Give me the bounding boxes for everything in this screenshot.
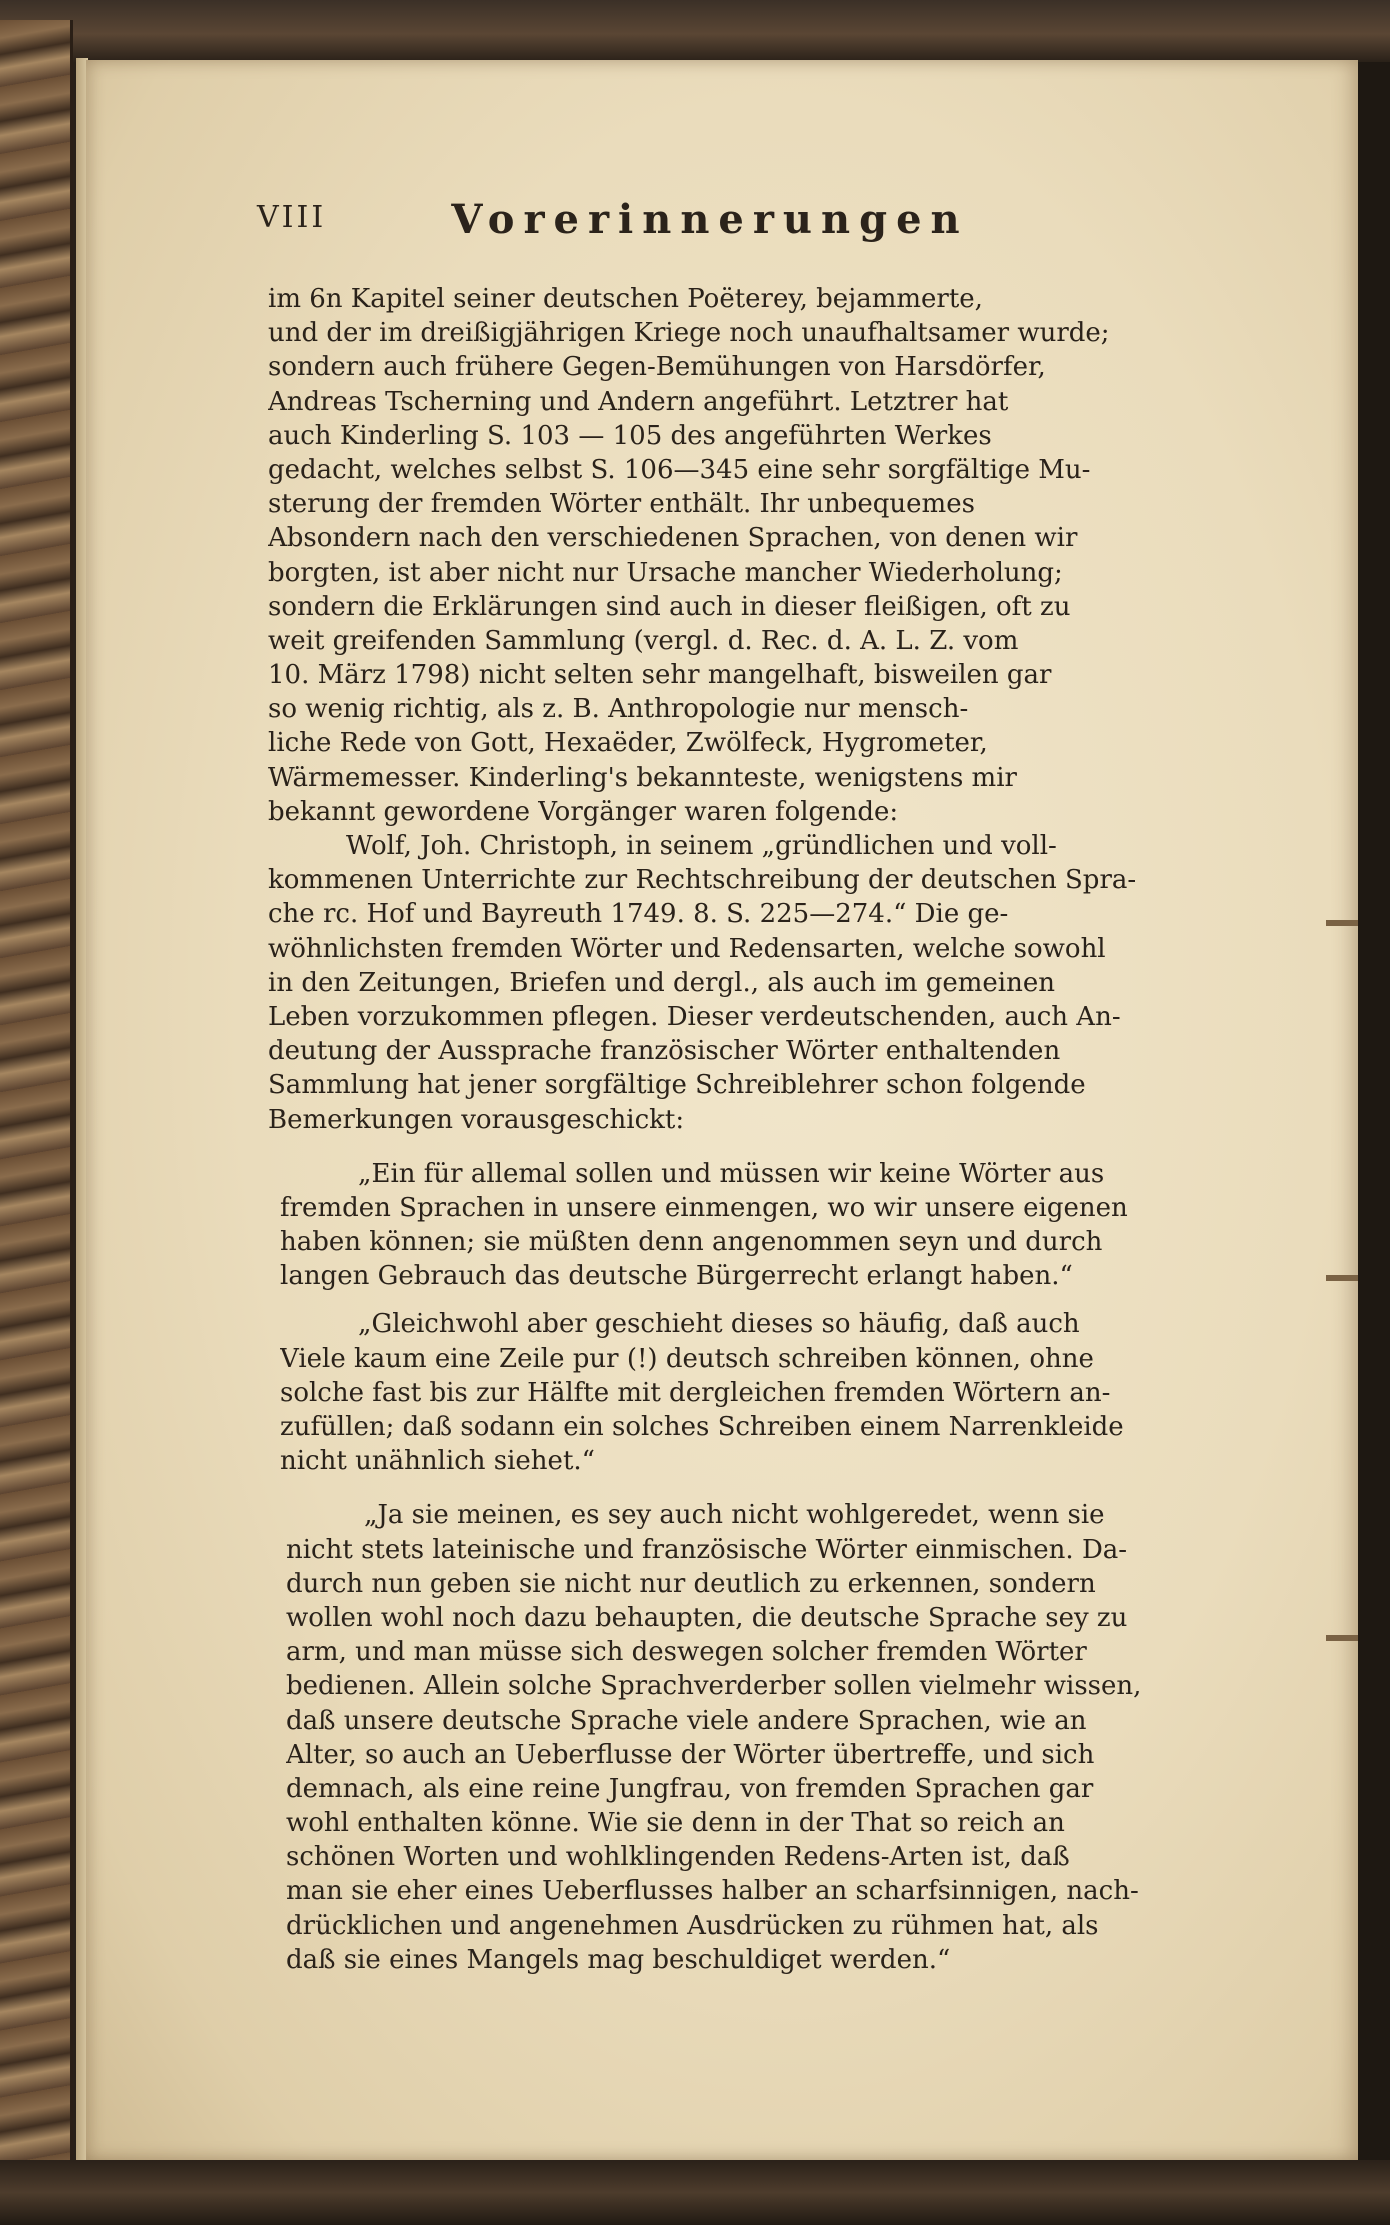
text-line: daß sie eines Mangels mag beschuldiget werden.“	[286, 1944, 951, 1975]
text-line: durch nun geben sie nicht nur deutlich zu erkennen, sondern	[286, 1568, 1096, 1599]
text-line: daß unsere deutsche Sprache viele andere Sprachen, wie an	[286, 1705, 1087, 1736]
text-line: „Gleichwohl aber geschieht dieses so häufig, daß auch	[358, 1309, 1080, 1340]
text-line: sondern die Erklärungen sind auch in dieser fleißigen, oft zu	[268, 591, 1071, 622]
page-number: VIII	[257, 200, 327, 235]
text-line: Sammlung hat jener sorgfältige Schreiblehrer schon folgende	[268, 1070, 1086, 1101]
paragraph-wolf	[268, 829, 1258, 1137]
text-line: „Ja sie meinen, es sey auch nicht wohlgeredet, wenn sie	[364, 1500, 1105, 1531]
text-line: Bemerkungen vorausgeschickt:	[268, 1104, 685, 1135]
page-header	[165, 192, 1255, 252]
text-line: haben können; sie müßten denn angenommen seyn und durch	[280, 1227, 1103, 1258]
text-line: che rc. Hof und Bayreuth 1749. 8. S. 225—274.“ Die ge-	[268, 899, 1009, 930]
text-line: fremden Sprachen in unsere einmengen, wo wir unsere eigenen	[280, 1192, 1128, 1223]
text-line: borgten, ist aber nicht nur Ursache mancher Wiederholung;	[268, 557, 1063, 588]
body-text	[268, 282, 1258, 1977]
page-edge-mark	[1326, 1275, 1358, 1281]
text-line: demnach, als eine reine Jungfrau, von fremden Sprachen gar	[286, 1773, 1094, 1804]
text-line: so wenig richtig, als z. B. Anthropologie nur mensch-	[268, 694, 969, 725]
text-line: man sie eher eines Ueberflusses halber an scharfsinnigen, nach-	[286, 1876, 1139, 1907]
text-line: Absondern nach den verschiedenen Sprachen, von denen wir	[268, 523, 1078, 554]
text-line: auch Kinderling S. 103 — 105 des angeführten Werkes	[268, 420, 992, 451]
book-cover-bottom-edge	[0, 2160, 1390, 2225]
text-line: deutung der Aussprache französischer Wörter enthaltenden	[268, 1036, 1061, 1067]
text-line: zufüllen; daß sodann ein solches Schreiben einem Narrenkleide	[280, 1412, 1124, 1442]
text-line: arm, und man müsse sich deswegen solcher fremden Wörter	[286, 1637, 1087, 1668]
quote-paragraph	[286, 1498, 1258, 1977]
text-line: solche fast bis zur Hälfte mit dergleichen fremden Wörtern an-	[280, 1377, 1111, 1408]
text-line: bedienen. Allein solche Sprachverderber sollen vielmehr wissen,	[286, 1671, 1142, 1702]
paragraph-continuation	[268, 282, 1258, 829]
text-line: wollen wohl noch dazu behaupten, die deutsche Sprache sey zu	[286, 1602, 1128, 1633]
text-line: Wärmemesser. Kinderling's bekannteste, wenigstens mir	[268, 762, 1017, 793]
text-line: drücklichen und angenehmen Ausdrücken zu rühmen hat, als	[286, 1910, 1099, 1941]
running-title: Vorerinnerungen	[451, 196, 969, 243]
text-line: gedacht, welches selbst S. 106—345 eine sehr sorgfältige Mu-	[268, 454, 1091, 485]
marbled-book-spine	[0, 20, 73, 2210]
text-line: 10. März 1798) nicht selten sehr mangelhaft, bisweilen gar	[268, 660, 1052, 691]
text-line: in den Zeitungen, Briefen und dergl., als auch im gemeinen	[268, 967, 1055, 998]
text-line: langen Gebrauch das deutsche Bürgerrecht erlangt haben.“	[280, 1261, 1073, 1292]
text-line: kommenen Unterrichte zur Rechtschreibung der deutschen Spra-	[268, 865, 1137, 896]
text-line: sondern auch frühere Gegen-Bemühungen von Harsdörfer,	[268, 352, 1046, 383]
text-line: sterung der fremden Wörter enthält. Ihr unbequemes	[268, 489, 975, 520]
text-line: wöhnlichsten fremden Wörter und Redensarten, welche sowohl	[268, 933, 1106, 964]
text-line: Viele kaum eine Zeile pur (!) deutsch schreiben können, ohne	[280, 1343, 1094, 1374]
text-line: schönen Worten und wohlklingenden Redens-Arten ist, daß	[286, 1842, 1070, 1873]
text-line: Alter, so auch an Ueberflusse der Wörter übertreffe, und sich	[286, 1739, 1095, 1770]
text-line: nicht stets lateinische und französische Wörter einmischen. Da-	[286, 1534, 1128, 1565]
text-line: liche Rede von Gott, Hexaëder, Zwölfeck, Hygrometer,	[268, 728, 988, 759]
text-line: Andreas Tscherning und Andern angeführt. Letztrer hat	[268, 386, 1009, 417]
page-edge-mark	[1326, 920, 1358, 926]
page-edge-mark	[1326, 1635, 1358, 1641]
text-line: im 6n Kapitel seiner deutschen Poëterey, bejammerte,	[268, 284, 983, 314]
text-line: nicht unähnlich siehet.“	[280, 1446, 595, 1477]
text-line: bekannt gewordene Vorgänger waren folgende:	[268, 796, 899, 827]
text-line: weit greifenden Sammlung (vergl. d. Rec. d. A. L. Z. vom	[268, 625, 1019, 656]
quote-paragraph	[280, 1307, 1258, 1478]
text-line: „Ein für allemal sollen und müssen wir keine Wörter aus	[358, 1158, 1105, 1189]
text-line: Wolf, Joh. Christoph, in seinem „gründlichen und voll-	[346, 831, 1057, 861]
text-line: Leben vorzukommen pflegen. Dieser verdeutschenden, auch An-	[268, 1001, 1121, 1032]
quote-paragraph	[280, 1157, 1258, 1294]
book-cover-top-edge	[0, 0, 1390, 62]
text-line: und der im dreißigjährigen Kriege noch unaufhaltsamer wurde;	[268, 318, 1110, 349]
text-line: wohl enthalten könne. Wie sie denn in der That so reich an	[286, 1808, 1065, 1839]
